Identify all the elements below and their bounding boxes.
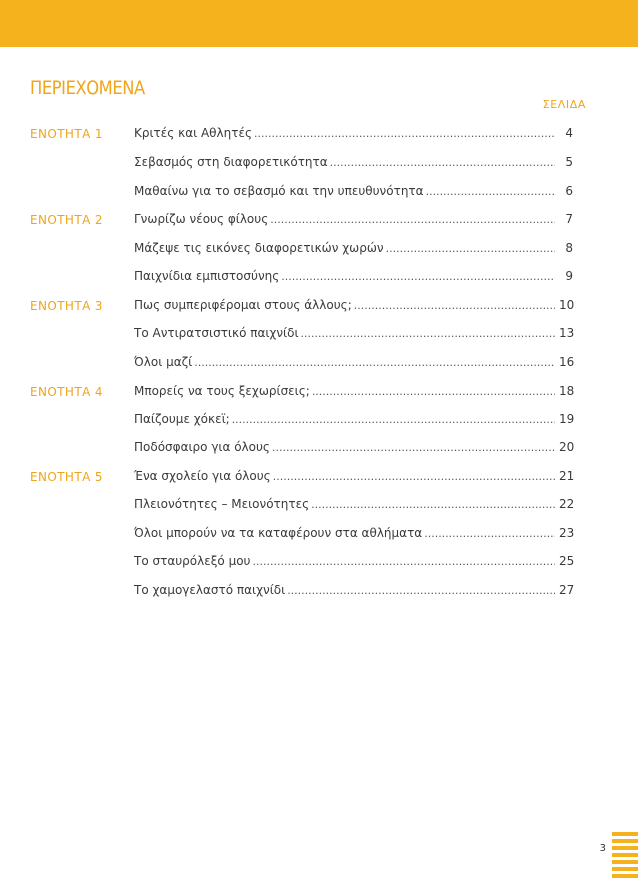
toc-section-label: ΕΝΟΤΗΤΑ 1: [30, 127, 103, 141]
toc-entry-page: 13: [559, 326, 575, 340]
toc-entry-title: Ποδόσφαιρο για όλους: [134, 440, 270, 454]
toc-entry[interactable]: [134, 526, 573, 540]
toc-entry[interactable]: [134, 184, 573, 198]
toc-row: [0, 548, 638, 576]
stripes-decoration: [612, 832, 638, 881]
toc-entry[interactable]: [134, 126, 573, 140]
toc-entry[interactable]: [134, 384, 573, 398]
dot-leader: [232, 413, 555, 426]
toc-row: [0, 120, 638, 148]
toc-entry-title: Παίζουμε χόκεϊ;: [134, 412, 230, 426]
page-number: 3: [599, 843, 606, 854]
dot-leader: [330, 156, 555, 169]
toc-entry-title: Σεβασμός στη διαφορετικότητα: [134, 155, 328, 169]
toc-entry-title: Πως συμπεριφέρομαι στους άλλους;: [134, 298, 352, 312]
dot-leader: [281, 270, 555, 283]
toc-entry-page: 5: [565, 155, 573, 169]
toc-row: [0, 206, 638, 234]
toc-section-label: ΕΝΟΤΗΤΑ 3: [30, 299, 103, 313]
dot-leader: [424, 527, 555, 540]
dot-leader: [194, 356, 555, 369]
page-column-label: ΣΕΛΙΔΑ: [542, 98, 586, 111]
toc-entry-title: Γνωρίζω νέους φίλους: [134, 212, 269, 226]
dot-leader: [311, 498, 555, 511]
toc-row: [0, 149, 638, 177]
toc-section-label: ΕΝΟΤΗΤΑ 5: [30, 470, 103, 484]
dot-leader: [272, 441, 555, 454]
page-title: ΠΕΡΙΕΧΟΜΕΝΑ: [30, 77, 145, 99]
toc-entry-page: 9: [565, 269, 573, 283]
dot-leader: [301, 327, 555, 340]
toc-entry[interactable]: [134, 241, 573, 255]
toc-section-label: ΕΝΟΤΗΤΑ 2: [30, 213, 103, 227]
toc-entry-page: 19: [559, 412, 575, 426]
dot-leader: [354, 299, 555, 312]
toc-entry-page: 20: [559, 440, 575, 454]
toc-entry[interactable]: [134, 412, 573, 426]
toc-section-label: ΕΝΟΤΗΤΑ 4: [30, 385, 103, 399]
toc-entry[interactable]: [134, 355, 573, 369]
dot-leader: [287, 584, 555, 597]
dot-leader: [273, 470, 555, 483]
toc-row: [0, 463, 638, 491]
toc-row: [0, 434, 638, 462]
dot-leader: [252, 555, 555, 568]
toc-entry-page: 25: [559, 554, 575, 568]
toc-entry[interactable]: [134, 326, 573, 340]
toc-entry[interactable]: [134, 583, 573, 597]
toc-row: [0, 263, 638, 291]
dot-leader: [426, 185, 555, 198]
dot-leader: [254, 127, 555, 140]
dot-leader: [312, 385, 555, 398]
toc-entry-title: Το Αντιρατσιστικό παιχνίδι: [134, 326, 299, 340]
toc-row: [0, 378, 638, 406]
toc-entry-page: 6: [565, 184, 573, 198]
toc-row: [0, 292, 638, 320]
toc-row: [0, 406, 638, 434]
toc-entry-title: Ένα σχολείο για όλους: [134, 469, 271, 483]
toc-row: [0, 491, 638, 519]
toc-entry-title: Το σταυρόλεξό μου: [134, 554, 251, 568]
toc-entry-title: Παιχνίδια εμπιστοσύνης: [134, 269, 280, 283]
toc-entry-page: 7: [565, 212, 573, 226]
dot-leader: [270, 213, 555, 226]
toc-entry-page: 18: [559, 384, 575, 398]
toc-entry-title: Κριτές και Αθλητές: [134, 126, 252, 140]
header-band: [0, 0, 638, 47]
toc-entry[interactable]: [134, 469, 573, 483]
toc-entry-title: Μπορείς να τους ξεχωρίσεις;: [134, 384, 310, 398]
toc-row: [0, 178, 638, 206]
toc-entry-page: 16: [559, 355, 575, 369]
toc-entry-title: Μαθαίνω για το σεβασμό και την υπευθυνότητα: [134, 184, 424, 198]
toc-entry[interactable]: [134, 212, 573, 226]
toc-entry-page: 23: [559, 526, 575, 540]
toc-entry[interactable]: [134, 554, 573, 568]
toc-entry-page: 10: [559, 298, 575, 312]
toc-entry[interactable]: [134, 155, 573, 169]
toc-entry-title: Το χαμογελαστό παιχνίδι: [134, 583, 286, 597]
toc-entry-page: 4: [565, 126, 573, 140]
toc-entry[interactable]: [134, 269, 573, 283]
toc-entry-title: Μάζεψε τις εικόνες διαφορετικών χωρών: [134, 241, 384, 255]
toc-row: [0, 235, 638, 263]
toc-row: [0, 577, 638, 605]
toc-entry-title: Όλοι μαζί: [134, 355, 193, 369]
toc-entry[interactable]: [134, 497, 573, 511]
toc-row: [0, 320, 638, 348]
toc-entry-page: 8: [565, 241, 573, 255]
toc-entry-page: 22: [559, 497, 575, 511]
toc-row: [0, 349, 638, 377]
toc-entry-page: 21: [559, 469, 575, 483]
toc-row: [0, 520, 638, 548]
toc-entry[interactable]: [134, 298, 573, 312]
toc-entry[interactable]: [134, 440, 573, 454]
toc-entry-title: Πλειονότητες – Μειονότητες: [134, 497, 310, 511]
toc-entry-page: 27: [559, 583, 575, 597]
dot-leader: [386, 242, 555, 255]
toc-entry-title: Όλοι μπορούν να τα καταφέρουν στα αθλήματα: [134, 526, 423, 540]
